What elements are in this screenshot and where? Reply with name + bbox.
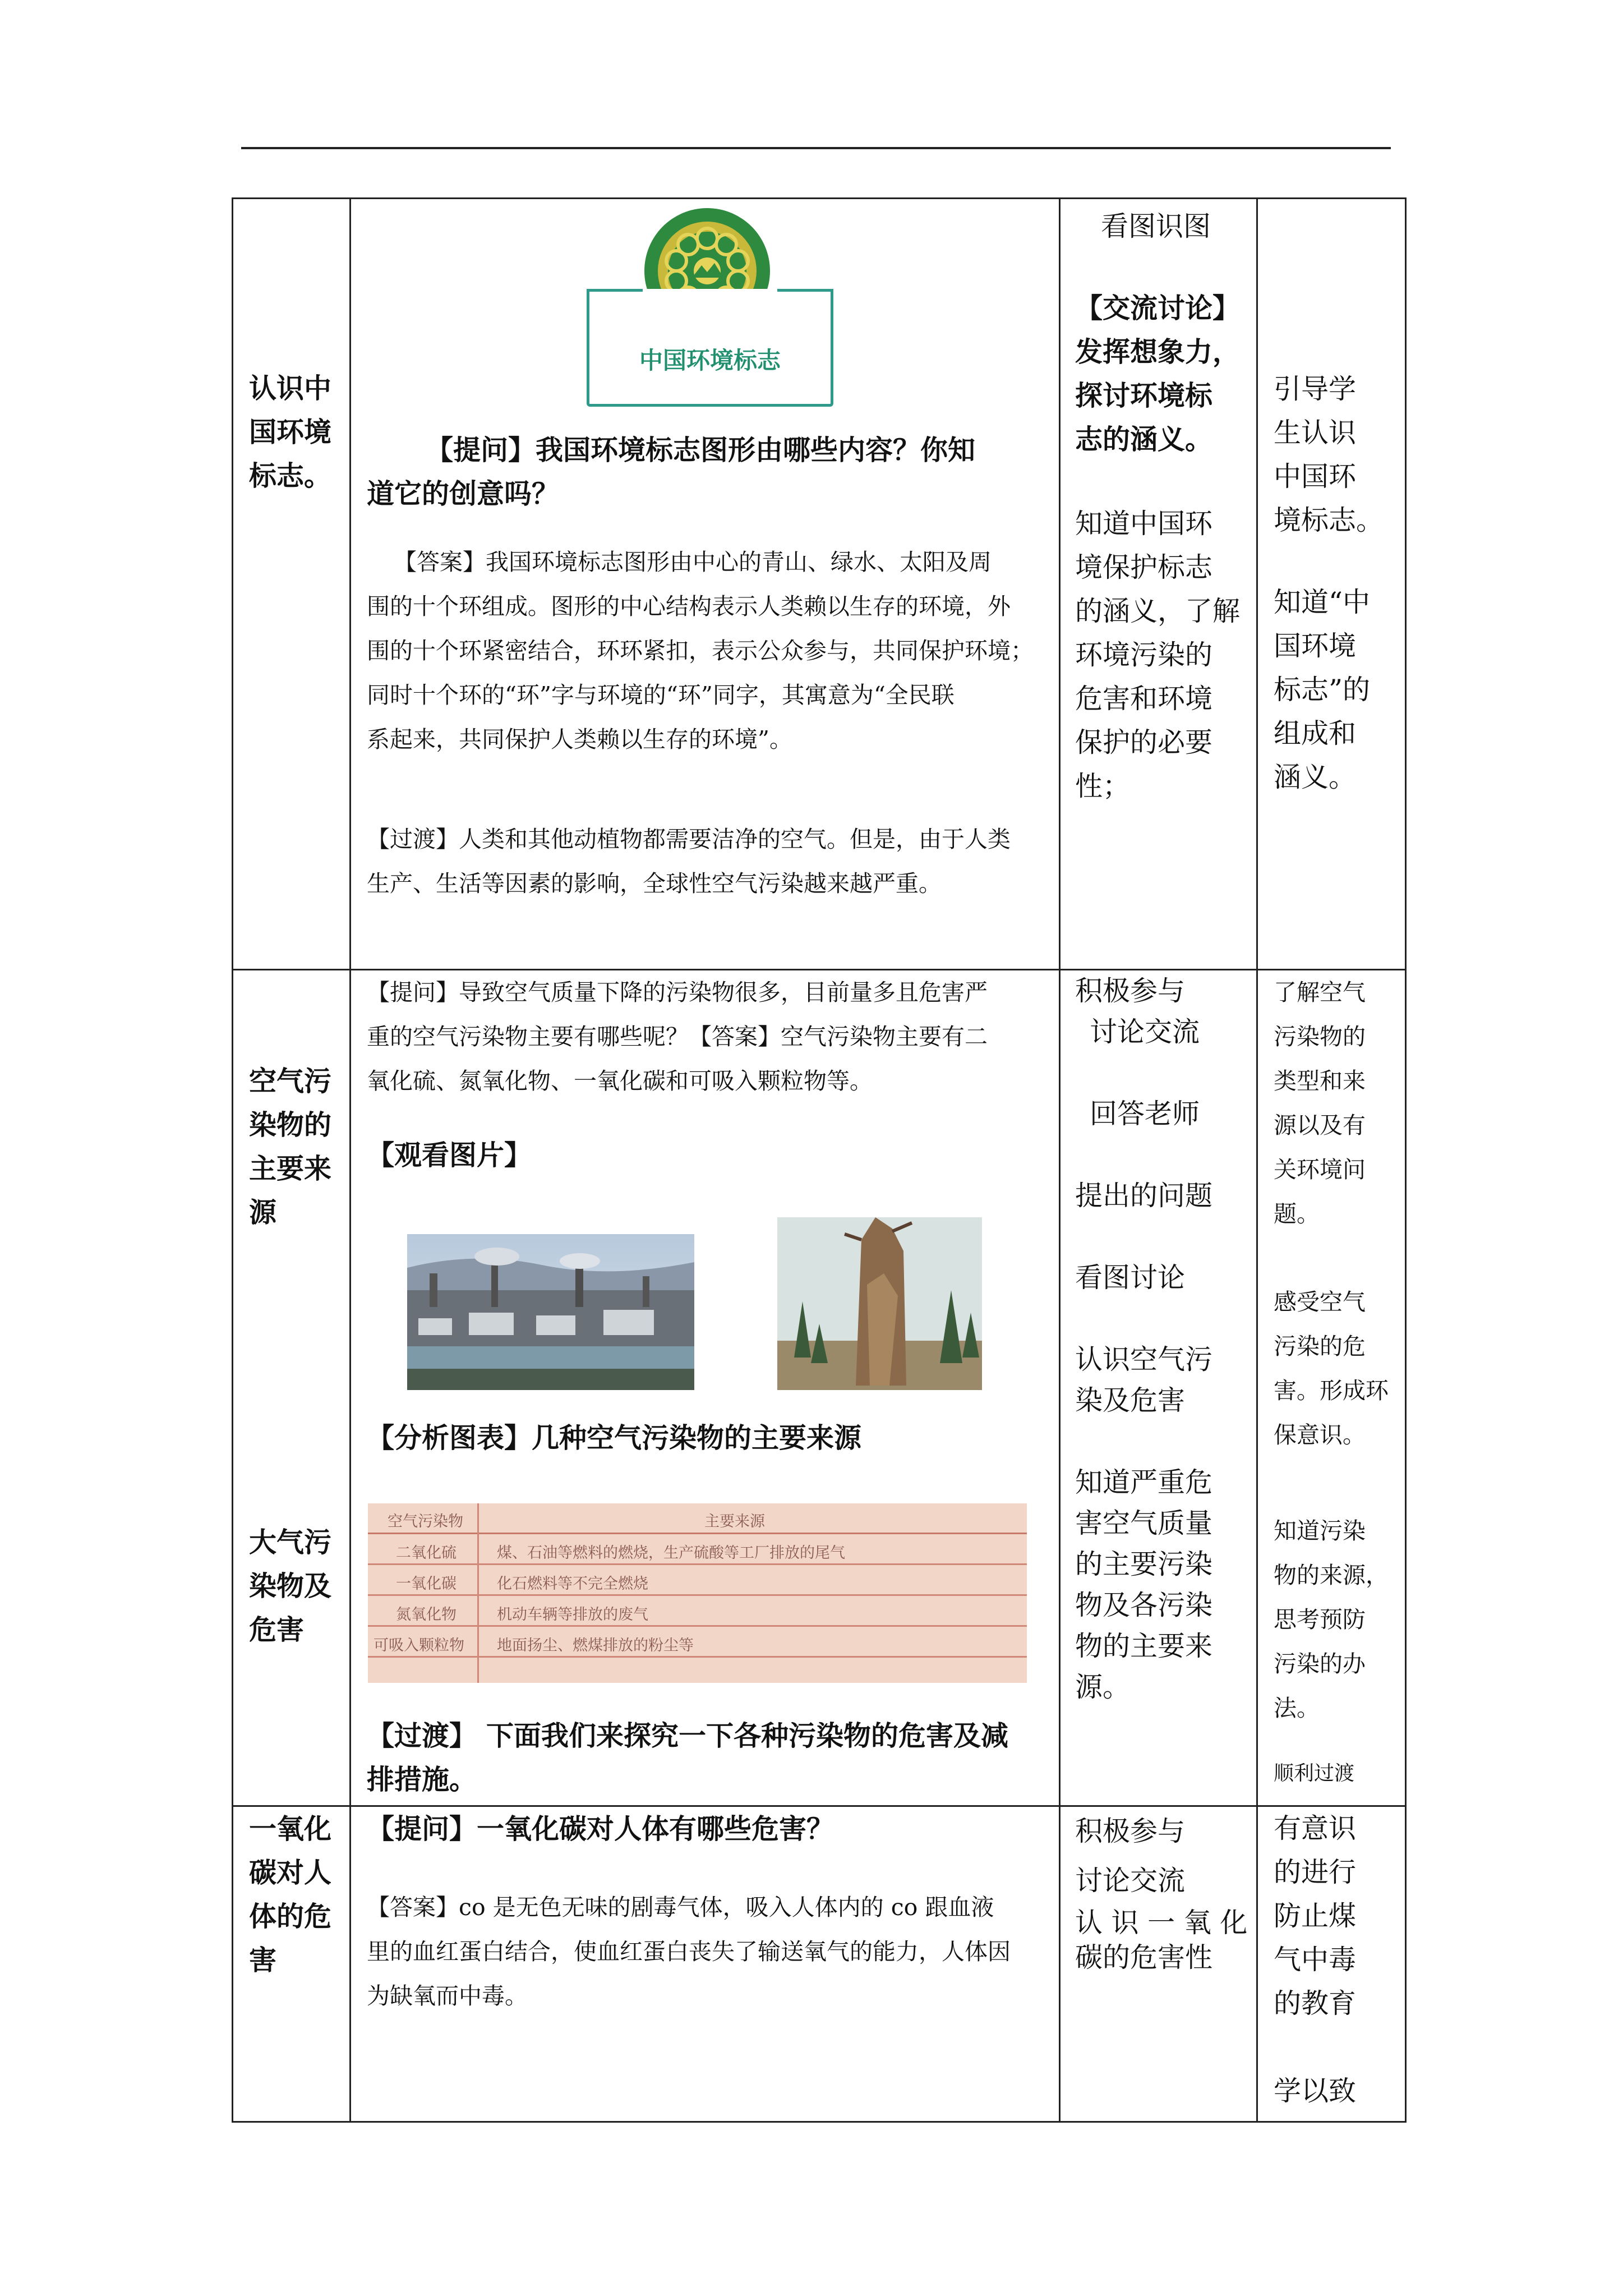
- student-activity-cell: [1060, 199, 1257, 970]
- table-cell: 机动车辆等排放的废气: [497, 1606, 648, 1623]
- topic-text: 认识中 国环境 标志。: [249, 372, 332, 492]
- intent-text: 了解空气 污染物的 类型和来 源以及有 关环境问 题。: [1274, 979, 1366, 1227]
- table-cell: 煤、石油等燃料的燃烧，生产硫酸等工厂排放的尾气: [497, 1544, 845, 1562]
- table-cell: 化石燃料等不完全燃烧: [497, 1575, 648, 1593]
- student-goal-text: 知道中国环 境保护标志 的涵义，了解 环境污染的 危害和环境 保护的必要 性；: [1075, 508, 1241, 802]
- intent-transition: 顺利过渡: [1274, 1762, 1355, 1785]
- answer-text: 【答案】我国环境标志图形由中心的青山、绿水、太阳及周 围的十个环组成。图形的中心结构表示人类赖以生存的环境，外 围的十个环紧密结合，环环紧扣，表示公众参与，共同保护环境； 同时十个环的“环”字与环境的“环”同字，其寓意为“全民联 系起来，共同保护人类赖以生存的环境”。: [367, 549, 1034, 753]
- view-pictures-label: 【观看图片】: [367, 1139, 532, 1171]
- student-activity-cell: [1060, 1806, 1257, 2122]
- transition-text: 【过渡】人类和其他动植物都需要洁净的空气。但是，由于人类 生产、生活等因素的影响，全球性空气污染越来越严重。: [367, 826, 1011, 897]
- table-cell: 一氧化碳: [396, 1575, 457, 1593]
- intent-text: 有意识 的进行 防止煤 气中毒 的教育 学以致: [1274, 1812, 1357, 2107]
- table-header-pollutant: 空气污染物: [388, 1513, 463, 1530]
- topic-cell: [233, 1806, 351, 2122]
- student-text: 积极参与 讨论交流 回答老师 提出的问题 看图讨论 认识空气污 染及危害 知道严重危 害空气质量 的主要污染 物及各污染 物的主要来 源。: [1075, 975, 1213, 1703]
- intent-text: 引导学 生认识 中国环 境标志。 知道“中 国环境 标志”的 组成和 涵义。: [1274, 373, 1384, 793]
- student-line: 看图识图: [1101, 210, 1211, 242]
- question-text: 【提问】我国环境标志图形由哪些内容？你知 道它的创意吗？: [367, 434, 976, 510]
- intent-text-2: 感受空气 污染的危 害。形成环 保意识。: [1274, 1289, 1389, 1448]
- question-answer-text: 【提问】导致空气质量下降的污染物很多，目前量多且危害严 重的空气污染物主要有哪些呢？【答案】空气污染物主要有二 氧化硫、氮氧化物、一氧化碳和可吸入颗粒物等。: [367, 979, 988, 1094]
- topic-text-2: 大气污 染物及 危害: [249, 1526, 332, 1646]
- china-environmental-label-logo: [587, 205, 828, 407]
- transition-text: 【过渡】 下面我们来探究一下各种污染物的危害及减 排措施。: [367, 1719, 1009, 1796]
- table-header-source: 主要来源: [704, 1513, 765, 1530]
- lesson-plan-table: [232, 197, 1407, 2123]
- content-cell: [351, 199, 1060, 970]
- industrial-pollution-photo: [407, 1234, 694, 1390]
- header-rule: [241, 147, 1391, 149]
- table-cell: 可吸入颗粒物: [374, 1637, 464, 1654]
- topic-text: 一氧化 碳对人 体的危 害: [249, 1812, 332, 1976]
- intent-text-3: 知道污染 物的来源， 思考预防 污染的办 法。: [1274, 1517, 1389, 1722]
- pollutant-source-table: [368, 1503, 1027, 1683]
- table-cell: 二氧化硫: [396, 1544, 457, 1562]
- table-row: [233, 970, 1406, 1806]
- student-activity-cell: [1060, 970, 1257, 1806]
- question-text: 【提问】一氧化碳对人体有哪些危害？: [367, 1812, 834, 1845]
- dead-trees-photo: [777, 1217, 982, 1390]
- design-intent-cell: [1257, 970, 1406, 1806]
- table-row: [233, 199, 1406, 970]
- discussion-text: 【交流讨论】 发挥想象力， 探讨环境标 志的涵义。: [1075, 292, 1241, 455]
- logo-frame: [587, 289, 833, 407]
- content-cell: [351, 1806, 1060, 2122]
- answer-text: 【答案】co 是无色无味的剧毒气体，吸入人体内的 co 跟血液 里的血红蛋白结合，使血红蛋白丧失了输送氧气的能力，人体因 为缺氧而中毒。: [367, 1894, 1011, 2009]
- student-text: 积极参与 讨论交流 认 识 一 氧 化 碳的危害性: [1075, 1815, 1248, 1973]
- table-row: [233, 1806, 1406, 2122]
- table-cell: 氮氧化物: [396, 1606, 457, 1623]
- analyze-chart-label: 【分析图表】几种空气污染物的主要来源: [367, 1421, 862, 1454]
- table-cell: 地面扬尘、燃煤排放的粉尘等: [497, 1637, 694, 1654]
- design-intent-cell: [1257, 1806, 1406, 2122]
- topic-cell: [233, 199, 351, 970]
- topic-cell: [233, 970, 351, 1806]
- content-cell: [351, 970, 1060, 1806]
- logo-label: 中国环境标志: [639, 347, 781, 374]
- topic-text: 空气污 染物的 主要来 源: [249, 1065, 332, 1228]
- design-intent-cell: [1257, 199, 1406, 970]
